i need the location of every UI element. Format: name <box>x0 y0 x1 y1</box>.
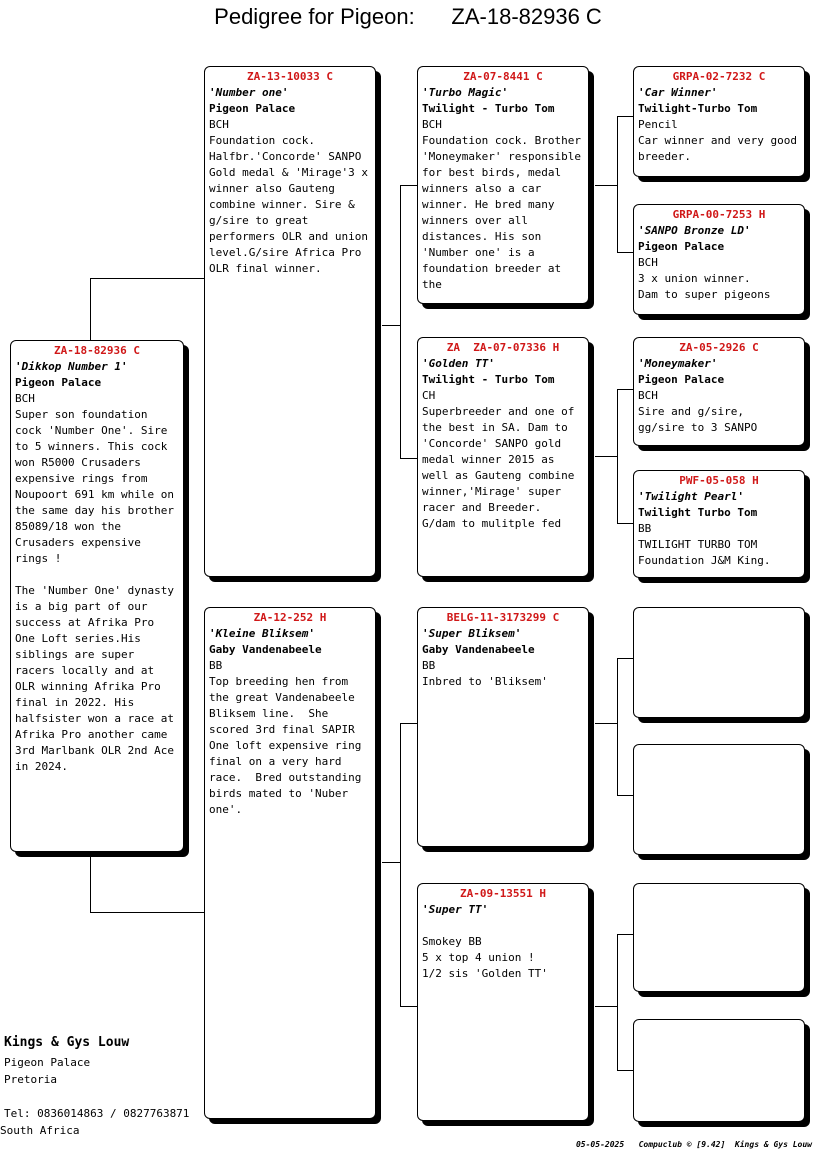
bird-color: BB <box>209 659 223 672</box>
connector <box>382 325 400 326</box>
ring-number: ZA-18-82936 C <box>53 344 141 357</box>
ring-number: BELG-11-3173299 C <box>446 611 560 624</box>
bird-name: 'Car Winner' <box>638 86 718 99</box>
bird-name: 'Super Bliksem' <box>422 627 522 640</box>
bird-owner: Gaby Vandenabeele <box>422 643 535 656</box>
connector <box>617 523 633 524</box>
bird-card-dsd[interactable] <box>633 744 805 855</box>
bird-owner: Twilight Turbo Tom <box>638 506 758 519</box>
bird-color: Smokey BB <box>422 935 482 948</box>
bird-card-ssd[interactable] <box>633 204 805 315</box>
bird-name: 'Twilight Pearl' <box>638 490 744 503</box>
connector <box>90 278 204 279</box>
connector <box>617 934 633 935</box>
connector <box>617 252 633 253</box>
bird-card-dam-dam[interactable] <box>417 883 589 1121</box>
bird-owner <box>422 918 584 934</box>
bird-color: Pencil <box>638 118 678 131</box>
connector <box>400 723 401 1006</box>
bird-color: BB <box>638 522 652 535</box>
breeder-loft: Pigeon Palace <box>4 1056 91 1069</box>
bird-owner: Twilight-Turbo Tom <box>638 102 758 115</box>
bird-card-subject[interactable] <box>10 340 184 852</box>
bird-notes: 5 x top 4 union ! 1/2 sis 'Golden TT' <box>422 951 548 980</box>
bird-color: BCH <box>15 392 35 405</box>
bird-name: 'Moneymaker' <box>638 357 718 370</box>
connector <box>595 456 617 457</box>
ring-number: ZA-09-13551 H <box>459 887 547 900</box>
connector <box>595 723 617 724</box>
bird-card-sire-sire[interactable] <box>417 66 589 304</box>
breeder-country: South Africa <box>0 1124 80 1137</box>
bird-notes: Foundation cock. Halfbr.'Concorde' SANPO Gold medal & 'Mirage'3 x winner also Gauteng combine winner. Sire & g/sire to great performers OLR and union level.G/sire Africa Pro OLR final winner. <box>209 134 375 275</box>
bird-card-sdd[interactable] <box>633 470 805 578</box>
bird-name: 'SANPO Bronze LD' <box>638 224 751 237</box>
connector <box>617 389 618 523</box>
bird-card-dds[interactable] <box>633 883 805 992</box>
bird-name: 'Number one' <box>209 86 289 99</box>
connector <box>617 658 633 659</box>
bird-card-dss[interactable] <box>633 607 805 718</box>
bird-notes: Car winner and very good breeder. <box>638 134 804 163</box>
page-title: Pedigree for Pigeon: ZA-18-82936 C <box>214 4 602 29</box>
bird-notes: TWILIGHT TURBO TOM Foundation J&M King. <box>638 538 771 567</box>
bird-owner: Pigeon Palace <box>15 376 102 389</box>
connector <box>90 852 91 912</box>
connector <box>617 116 618 252</box>
connector <box>595 185 617 186</box>
connector <box>617 389 633 390</box>
connector <box>617 116 633 117</box>
bird-notes: Sire and g/sire, gg/sire to 3 SANPO <box>638 405 758 434</box>
bird-card-sss[interactable] <box>633 66 805 177</box>
bird-owner: Pigeon Palace <box>209 102 296 115</box>
bird-card-ddd[interactable] <box>633 1019 805 1122</box>
bird-color: BCH <box>422 118 442 131</box>
bird-color: BCH <box>209 118 229 131</box>
bird-name: 'Kleine Bliksem' <box>209 627 315 640</box>
bird-name: 'Turbo Magic' <box>422 86 509 99</box>
bird-owner: Gaby Vandenabeele <box>209 643 322 656</box>
bird-card-dam-sire[interactable] <box>417 607 589 847</box>
bird-card-dam[interactable] <box>204 607 376 1119</box>
bird-color: CH <box>422 389 436 402</box>
connector <box>400 458 417 459</box>
bird-owner: Twilight - Turbo Tom <box>422 102 555 115</box>
bird-name: 'Super TT' <box>422 903 489 916</box>
bird-notes: Inbred to 'Bliksem' <box>422 675 548 688</box>
bird-color: BCH <box>638 389 658 402</box>
bird-owner: Pigeon Palace <box>638 240 725 253</box>
breeder-city: Pretoria <box>4 1073 57 1086</box>
ring-number: ZA ZA-07-07336 H <box>446 341 560 354</box>
bird-notes: 3 x union winner. Dam to super pigeons <box>638 272 771 301</box>
connector <box>400 723 417 724</box>
bird-card-sire[interactable] <box>204 66 376 577</box>
bird-color: BCH <box>638 256 658 269</box>
bird-notes: Top breeding hen from the great Vandenabeele Bliksem line. She scored 3rd final SAPIR One loft expensive ring final on a very hard race. Bred outstanding birds mated to 'Nuber one'. <box>209 675 368 816</box>
ring-number: ZA-13-10033 C <box>246 70 334 83</box>
bird-notes: Super son foundation cock 'Number One'. Sire to 5 winners. This cock won R5000 Crusaders expensive rings from Noupoort 691 km while on the same day his brother 85089/18 won the Crusaders expensive rings ! The 'Number One' dynasty is a big part of our success at Afrika Pro One Loft series.His siblings are super racers locally and at OLR winning Afrika Pro final in 2022. His halfsister won a race at Afrika Pro another came 3rd Marlbank OLR 2nd Ace in 2024. <box>15 408 174 773</box>
footer-credit: 05-05-2025 Compuclub © [9.42] Kings & Gys Louw <box>575 1140 812 1149</box>
connector <box>382 862 400 863</box>
bird-owner: Pigeon Palace <box>638 373 725 386</box>
breeder-info <box>4 1034 129 1088</box>
bird-name: 'Dikkop Number 1' <box>15 360 128 373</box>
breeder-name: Kings & Gys Louw <box>4 1035 130 1050</box>
ring-number: ZA-12-252 H <box>253 611 327 624</box>
bird-name: 'Golden TT' <box>422 357 495 370</box>
bird-notes: Foundation cock. Brother 'Moneymaker' responsible for best birds, medal winners also a car winner. He bred many winners over all distances. His son 'Number one' is a foundation breeder at the <box>422 134 588 291</box>
connector <box>400 185 401 459</box>
connector <box>617 934 618 1070</box>
bird-card-sds[interactable] <box>633 337 805 446</box>
breeder-tel: Tel: 0836014863 / 0827763871 <box>4 1107 190 1120</box>
bird-card-sire-dam[interactable] <box>417 337 589 577</box>
ring-number: ZA-07-8441 C <box>463 70 543 83</box>
bird-owner: Twilight - Turbo Tom <box>422 373 555 386</box>
connector <box>400 185 417 186</box>
connector <box>617 795 633 796</box>
ring-number: PWF-05-058 H <box>679 474 759 487</box>
connector <box>90 912 204 913</box>
connector <box>617 1070 633 1071</box>
bird-color: BB <box>422 659 436 672</box>
ring-number: GRPA-00-7253 H <box>672 208 766 221</box>
bird-notes: Superbreeder and one of the best in SA. Dam to 'Concorde' SANPO gold medal winner 2015 as well as Gauteng combine winner,'Mirage' super racer and Breeder. G/dam to mulitple fed <box>422 405 581 530</box>
connector <box>90 278 91 340</box>
connector <box>595 1006 617 1007</box>
ring-number: GRPA-02-7232 C <box>672 70 766 83</box>
connector <box>617 658 618 795</box>
connector <box>400 1006 417 1007</box>
ring-number: ZA-05-2926 C <box>679 341 759 354</box>
